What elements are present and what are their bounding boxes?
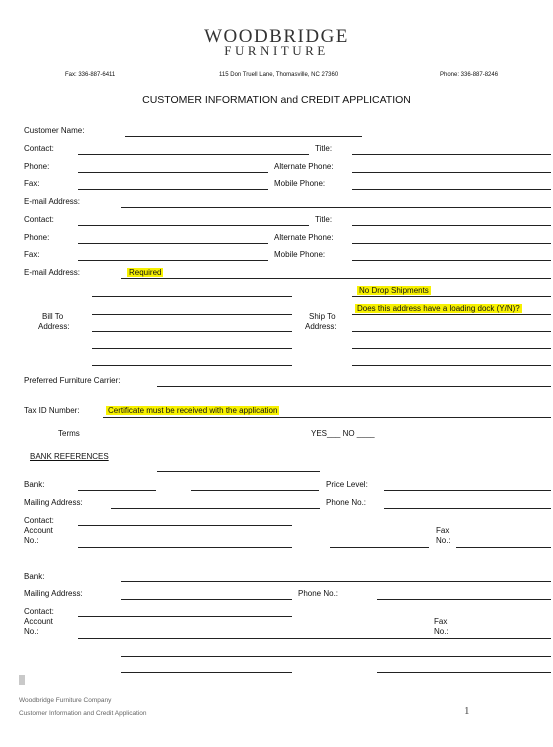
field-bill-to-line-5[interactable]	[92, 365, 292, 366]
field-extra-line-2[interactable]	[121, 672, 292, 673]
form-title: CUSTOMER INFORMATION and CREDIT APPLICATION	[142, 94, 411, 106]
field-bank-extra-line[interactable]	[157, 471, 320, 472]
label-fax-bank-1: Fax	[436, 526, 450, 535]
logo-furniture: FURNITURE	[224, 43, 329, 58]
label-fax-1: Fax:	[24, 179, 40, 188]
field-ship-to-line-1[interactable]	[352, 296, 551, 297]
label-title-1: Title:	[315, 144, 333, 153]
label-mailing-1: Mailing Address:	[24, 498, 83, 507]
field-fax-1[interactable]	[78, 189, 268, 190]
label-bill-to: Bill To	[42, 312, 64, 321]
loading-dock-highlight: Does this address have a loading dock (Y/N)?	[357, 304, 520, 313]
label-mailing-2: Mailing Address:	[24, 589, 83, 598]
label-email-2: E-mail Address:	[24, 268, 81, 277]
label-contact-2: Contact:	[24, 215, 54, 224]
label-fax-no-2: No.:	[434, 627, 449, 636]
field-phone-no-1[interactable]	[384, 508, 551, 509]
field-title-1[interactable]	[352, 154, 551, 155]
field-fax-no-1[interactable]	[456, 547, 551, 548]
bank-references-heading: BANK REFERENCES	[30, 452, 109, 461]
field-customer-name[interactable]	[125, 136, 362, 137]
field-extra-line-1[interactable]	[121, 656, 551, 657]
label-terms: Terms	[58, 429, 80, 438]
label-account-1: Account	[24, 526, 53, 535]
field-bank-1-a[interactable]	[78, 490, 156, 491]
field-bill-to-line-2[interactable]	[92, 314, 292, 315]
page-number: 1	[464, 705, 470, 717]
field-bank-2[interactable]	[121, 581, 551, 582]
note-loading-dock	[355, 304, 522, 314]
label-fax-no-1: No.:	[436, 536, 451, 545]
field-bill-to-line-3[interactable]	[92, 331, 292, 332]
field-contact-bank-2[interactable]	[78, 616, 292, 617]
label-phone-1: Phone:	[24, 162, 50, 171]
label-account-no-1: No.:	[24, 536, 39, 545]
label-tax-id: Tax ID Number:	[24, 406, 80, 415]
field-contact-bank-1[interactable]	[78, 525, 292, 526]
field-bill-to-line-4[interactable]	[92, 348, 292, 349]
field-account-no-2[interactable]	[78, 638, 551, 639]
field-account-no-1-b[interactable]	[330, 547, 429, 548]
label-alt-phone-1: Alternate Phone:	[274, 162, 334, 171]
field-price-level[interactable]	[384, 490, 551, 491]
label-account-2: Account	[24, 617, 53, 626]
label-phone-no-2: Phone No.:	[298, 589, 339, 598]
label-contact-bank-2: Contact:	[24, 607, 54, 616]
footer-doc-name: Customer Information and Credit Application	[19, 710, 147, 717]
margin-marker	[19, 675, 25, 685]
label-phone-no-1: Phone No.:	[326, 498, 367, 507]
label-price-level: Price Level:	[326, 480, 368, 489]
header-phone: Phone: 336-887-8246	[440, 72, 499, 78]
field-email-2[interactable]	[121, 278, 551, 279]
label-fax-2: Fax:	[24, 250, 40, 259]
header-fax: Fax: 336-887-6411	[65, 72, 116, 78]
field-ship-to-line-2[interactable]	[352, 314, 551, 315]
label-bill-to-address: Address:	[38, 322, 70, 331]
field-mailing-2[interactable]	[121, 599, 292, 600]
footer-company: Woodbridge Furniture Company	[19, 697, 112, 704]
field-tax-id[interactable]	[103, 417, 551, 418]
field-ship-to-line-3[interactable]	[352, 331, 551, 332]
logo-woodbridge: WOODBRIDGE	[204, 26, 349, 47]
field-alt-phone-1[interactable]	[352, 172, 551, 173]
field-ship-to-line-4[interactable]	[352, 348, 551, 349]
label-mobile-2: Mobile Phone:	[274, 250, 326, 259]
field-email-1[interactable]	[121, 207, 551, 208]
field-bill-to-line-1[interactable]	[92, 296, 292, 297]
label-contact-1: Contact:	[24, 144, 54, 153]
label-ship-to: Ship To	[309, 312, 336, 321]
required-highlight: Required	[129, 268, 162, 277]
certificate-highlight: Certificate must be received with the application	[108, 406, 278, 415]
label-mobile-1: Mobile Phone:	[274, 179, 326, 188]
field-phone-2[interactable]	[78, 243, 268, 244]
label-contact-bank-1: Contact:	[24, 516, 54, 525]
label-title-2: Title:	[315, 215, 333, 224]
no-drop-highlight: No Drop Shipments	[359, 286, 429, 295]
field-phone-no-2[interactable]	[377, 599, 551, 600]
field-contact-1[interactable]	[78, 154, 309, 155]
label-ship-to-address: Address:	[305, 322, 337, 331]
note-no-drop	[357, 286, 431, 296]
field-mobile-2[interactable]	[352, 260, 551, 261]
label-bank-1: Bank:	[24, 480, 45, 489]
note-certificate	[106, 406, 279, 416]
field-phone-1[interactable]	[78, 172, 268, 173]
label-bank-2: Bank:	[24, 572, 45, 581]
field-bank-1-b[interactable]	[191, 490, 319, 491]
label-account-no-2: No.:	[24, 627, 39, 636]
note-required	[127, 268, 163, 278]
label-email-1: E-mail Address:	[24, 197, 81, 206]
label-carrier: Preferred Furniture Carrier:	[24, 376, 121, 385]
field-contact-2[interactable]	[78, 225, 309, 226]
field-carrier[interactable]	[157, 386, 551, 387]
label-alt-phone-2: Alternate Phone:	[274, 233, 334, 242]
field-alt-phone-2[interactable]	[352, 243, 551, 244]
field-extra-line-3[interactable]	[377, 672, 551, 673]
field-fax-2[interactable]	[78, 260, 268, 261]
label-customer-name: Customer Name:	[24, 126, 85, 135]
field-mobile-1[interactable]	[352, 189, 551, 190]
label-phone-2: Phone:	[24, 233, 50, 242]
field-ship-to-line-5[interactable]	[352, 365, 551, 366]
field-account-no-1[interactable]	[78, 547, 292, 548]
header-address: 115 Don Truell Lane, Thomasville, NC 27360	[219, 72, 339, 78]
terms-yes-no[interactable]: YES___ NO ____	[311, 429, 375, 438]
field-mailing-1[interactable]	[111, 508, 320, 509]
label-fax-bank-2: Fax	[434, 617, 448, 626]
field-title-2[interactable]	[352, 225, 551, 226]
